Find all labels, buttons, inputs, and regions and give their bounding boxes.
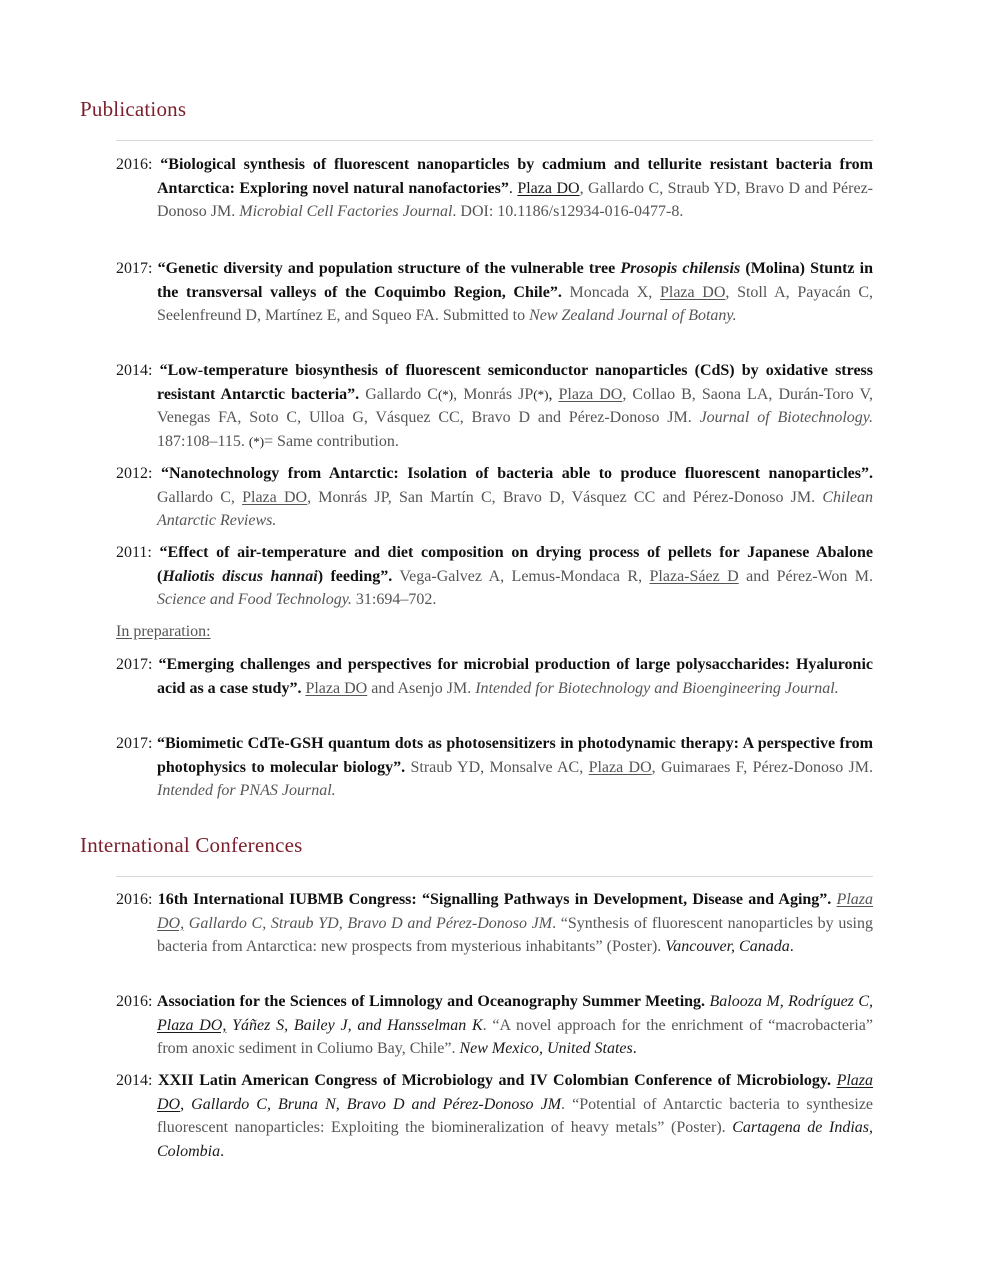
in-preparation-label: In preparation:	[116, 623, 211, 640]
entry-text: , Gallardo C, Straub YD, Bravo D and Pérez-Donoso JM.	[157, 179, 873, 220]
work-title: “Synthesis of fluorescent nanoparticles by using bacteria from Antarctica: new prospects from mysterious inhabitants” (Poster).	[157, 914, 874, 955]
entry-text: Yáñez S, Bailey J, and Hansselman K	[226, 1016, 483, 1034]
entry-text: , Gallardo C, Bruna N, Bravo D and Pérez-Donoso JM	[180, 1095, 562, 1113]
author-self: Plaza DO,	[157, 891, 873, 932]
entry-text: , Monrás JP	[453, 385, 534, 403]
location: Vancouver, Canada	[661, 938, 790, 955]
entry-title: “Low-temperature biosynthesis of fluorescent semiconductor nanoparticles (CdS) by oxidative stress resistant Antarctic bacteria”.	[157, 362, 873, 403]
entry-year: 2011:	[116, 544, 152, 561]
entry-text: , Guimaraes F, Pérez-Donoso JM.	[651, 758, 874, 776]
entry-year: 2014:	[116, 362, 153, 379]
entry-text: (Molina) Stuntz in the transversal valleys of the Coquimbo Region, Chile”.	[157, 260, 874, 301]
journal-name: New Zealand Journal of Botany.	[529, 307, 737, 324]
work-title: “Potential of Antarctic bacteria to synthesize fluorescent nanoparticles: Exploiting the biomineralization of heavy metals” (Poster).	[157, 1095, 874, 1136]
conference-entry-2016-iubmb	[116, 888, 873, 959]
author-self: Plaza DO	[588, 758, 652, 776]
entry-year: 2017:	[116, 656, 153, 673]
entry-text: Gallardo C,	[157, 488, 243, 506]
preparation-entry-2	[116, 732, 873, 803]
conferences-heading: International Conferences	[80, 833, 303, 857]
entry-text: . DOI: 10.1186/s12934-016-0477-8.	[452, 203, 684, 220]
entry-title: 16th International IUBMB Congress: “Signalling Pathways in Development, Disease and Aging”.	[157, 891, 832, 908]
entry-year: 2016:	[116, 891, 153, 908]
entry-text: Moncada X,	[561, 283, 660, 301]
entry-year: 2017:	[116, 260, 153, 277]
entry-title: XXII Latin American Congress of Microbiology and IV Colombian Conference of Microbiology.	[158, 1072, 831, 1089]
entry-text: Balooza M, Rodríguez C,	[705, 993, 874, 1010]
entry-text: , Monrás JP, San Martín C, Bravo D, Vásquez CC and Pérez-Donoso JM.	[307, 488, 823, 506]
journal-name: Journal of Biotechnology.	[699, 409, 874, 426]
journal-name: Intended for Biotechnology and Bioengineering Journal.	[475, 679, 839, 697]
entry-year: 2016:	[116, 993, 153, 1010]
preparation-entry-1	[116, 653, 873, 700]
conference-entry-2014	[116, 1069, 873, 1163]
entry-title: “Effect of air-temperature and diet composition on drying process of pellets for Japanese Abalone (	[157, 544, 874, 585]
location: Cartagena de Indias, Colombia	[157, 1119, 874, 1160]
entry-title: “Genetic diversity and population structure of the vulnerable tree	[157, 260, 621, 277]
entry-text: , Collao B, Saona LA, Durán-Toro V, Venegas FA, Soto C, Ulloa G, Vásquez CC, Bravo D and Pérez-Donoso JM.	[157, 385, 874, 426]
entry-text: and Pérez-Won M.	[738, 567, 874, 585]
entry-year: 2016:	[116, 156, 153, 173]
entry-text: ) feeding”.	[317, 567, 393, 585]
entry-text: , Stoll A, Payacán C, Seelenfreund D, Martínez E, and Squeo FA. Submitted to	[157, 283, 873, 324]
entry-text: (*)	[248, 433, 265, 449]
entry-text: (*)	[437, 386, 454, 402]
entry-year: 2014:	[116, 1072, 153, 1089]
species-name: Haliotis discus hannai	[162, 567, 318, 585]
entry-text: Straub YD, Monsalve AC,	[405, 758, 589, 776]
entry-text: .	[552, 914, 561, 932]
species-name: Prosopis chilensis	[620, 260, 741, 277]
entry-text: (*)	[533, 386, 549, 402]
journal-name: Intended for PNAS Journal.	[157, 782, 336, 799]
conferences-divider	[116, 876, 873, 877]
publication-entry-2017	[116, 257, 873, 328]
entry-text: .	[789, 938, 794, 955]
entry-year: 2017:	[116, 735, 153, 752]
entry-text: 187:108–115.	[157, 432, 249, 450]
entry-title: “Nanotechnology from Antarctic: Isolation of bacteria able to produce fluorescent nanoparticles”.	[160, 465, 873, 482]
entry-text: .	[220, 1142, 225, 1160]
author-self: Plaza DO,	[157, 1016, 227, 1034]
author-self: Plaza DO	[305, 679, 368, 697]
entry-text: and Asenjo JM.	[367, 679, 476, 697]
journal-name: Science and Food Technology.	[157, 591, 352, 608]
work-title: “A novel approach for the enrichment of “macrobacteria” from anoxic sediment in Coliumo Bay, Chile”.	[157, 1016, 873, 1057]
conference-entry-2016-aslo	[116, 990, 873, 1061]
publication-entry-2012	[116, 462, 873, 533]
entry-text: .	[561, 1095, 573, 1113]
entry-text: .	[632, 1040, 637, 1057]
publication-entry-2016	[116, 153, 873, 224]
journal-name: Microbial Cell Factories Journal	[239, 203, 453, 220]
entry-text: .	[508, 179, 518, 197]
author-self: Plaza DO	[517, 179, 580, 197]
publication-entry-2014	[116, 359, 873, 453]
author-self: Plaza DO	[558, 385, 623, 403]
publications-divider	[116, 140, 873, 141]
entry-text: Gallardo C	[359, 385, 438, 403]
entry-title: “Emerging challenges and perspectives for microbial production of large polysaccharides: Hyaluronic acid as a case study”.	[157, 656, 873, 697]
entry-text: ,	[548, 385, 559, 403]
entry-title: “Biological synthesis of fluorescent nanoparticles by cadmium and tellurite resistant bacteria from Antarctica: Exploring novel natural nanofactories”	[157, 156, 874, 197]
publications-heading: Publications	[80, 97, 187, 121]
publication-entry-2011	[116, 541, 873, 612]
author-self: Plaza DO	[157, 1072, 874, 1113]
author-self: Plaza-Sáez D	[649, 567, 739, 585]
entry-text: Gallardo C, Straub YD, Bravo D and Pérez-Donoso JM	[184, 914, 553, 932]
entry-title: “Biomimetic CdTe-GSH quantum dots as photosensitizers in photodynamic therapy: A perspective from photophysics to molecular biology”.	[156, 735, 874, 776]
author-self: Plaza DO	[659, 283, 726, 301]
entry-text: = Same contribution.	[264, 432, 399, 450]
entry-text: .	[482, 1016, 493, 1034]
location: New Mexico, United States	[455, 1040, 633, 1057]
entry-year: 2012:	[116, 465, 153, 482]
entry-title: Association for the Sciences of Limnology and Oceanography Summer Meeting.	[156, 993, 706, 1010]
journal-name: Chilean Antarctic Reviews.	[157, 488, 874, 529]
entry-text: Vega-Galvez A, Lemus-Mondaca R,	[392, 567, 650, 585]
entry-text: 31:694–702.	[351, 591, 437, 608]
author-self: Plaza DO	[242, 488, 308, 506]
